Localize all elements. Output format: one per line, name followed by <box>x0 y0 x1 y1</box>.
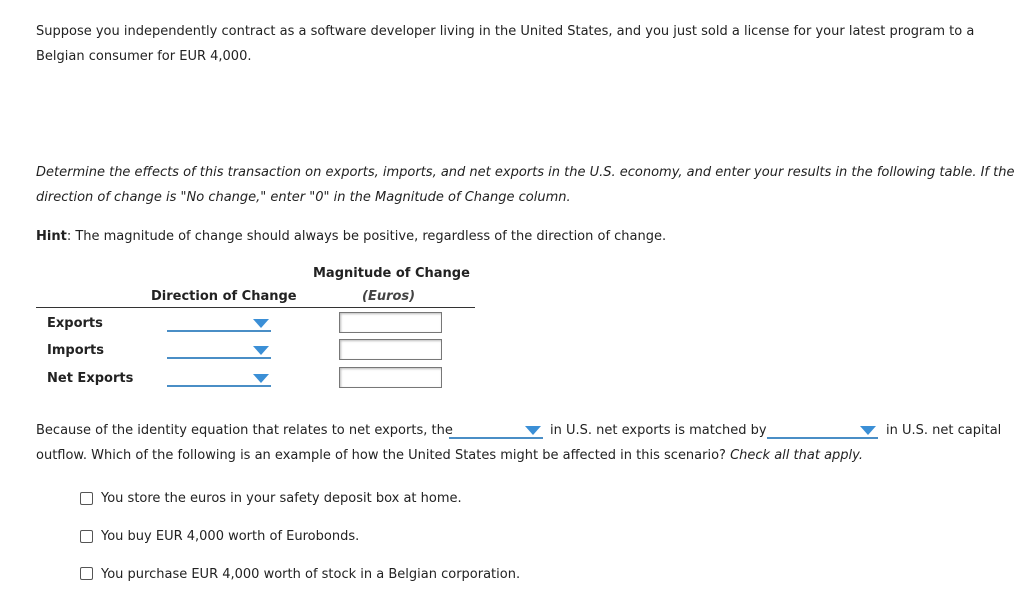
option-2-label[interactable]: You buy EUR 4,000 worth of Eurobonds. <box>101 529 360 544</box>
net-exports-direction-dropdown[interactable] <box>167 371 271 387</box>
table-header-rule <box>36 307 475 308</box>
intro-line-1: Suppose you independently contract as a software developer living in the United States, and you just sold a license for your latest program to a <box>36 24 975 39</box>
net-exports-magnitude-input[interactable] <box>339 367 442 388</box>
row-label-net-exports: Net Exports <box>47 371 134 386</box>
hint-text: : The magnitude of change should always be positive, regardless of the direction of change. <box>66 229 667 244</box>
identity-dropdown-1[interactable] <box>449 423 543 439</box>
chevron-down-icon <box>860 426 876 435</box>
exports-magnitude-input[interactable] <box>339 312 442 333</box>
chevron-down-icon <box>253 319 269 328</box>
chevron-down-icon <box>253 346 269 355</box>
option-1-checkbox[interactable] <box>80 492 93 505</box>
instructions-line-1: Determine the effects of this transaction on exports, imports, and net exports in the U.S. economy, and enter your results in the following table. If the <box>36 165 1015 180</box>
hint-label: Hint <box>36 229 67 244</box>
intro-line-2: Belgian consumer for EUR 4,000. <box>36 49 252 64</box>
identity-dropdown-2[interactable] <box>767 423 878 439</box>
option-2-checkbox[interactable] <box>80 530 93 543</box>
instructions-line-2: direction of change is "No change," enter "0" in the Magnitude of Change column. <box>36 190 571 205</box>
exports-direction-dropdown[interactable] <box>167 316 271 332</box>
identity-question-text: outflow. Which of the following is an example of how the United States might be affected in this scenario? <box>36 448 726 463</box>
imports-direction-dropdown[interactable] <box>167 343 271 359</box>
magnitude-unit-header: (Euros) <box>362 289 416 304</box>
row-label-exports: Exports <box>47 316 103 331</box>
identity-text-part-1: Because of the identity equation that relates to net exports, the <box>36 423 453 438</box>
row-label-imports: Imports <box>47 343 104 358</box>
chevron-down-icon <box>253 374 269 383</box>
direction-header: Direction of Change <box>151 289 297 304</box>
option-1-label[interactable]: You store the euros in your safety deposit box at home. <box>101 491 462 506</box>
identity-question <box>36 443 863 468</box>
magnitude-header: Magnitude of Change <box>313 266 470 281</box>
option-3-label[interactable]: You purchase EUR 4,000 worth of stock in a Belgian corporation. <box>101 567 521 582</box>
identity-text-part-2: in U.S. net exports is matched by <box>550 423 767 438</box>
chevron-down-icon <box>525 426 541 435</box>
identity-text-part-3: in U.S. net capital <box>886 423 1002 438</box>
option-3-checkbox[interactable] <box>80 567 93 580</box>
imports-magnitude-input[interactable] <box>339 339 442 360</box>
hint <box>36 224 666 249</box>
check-all-instruction: Check all that apply. <box>730 448 863 463</box>
